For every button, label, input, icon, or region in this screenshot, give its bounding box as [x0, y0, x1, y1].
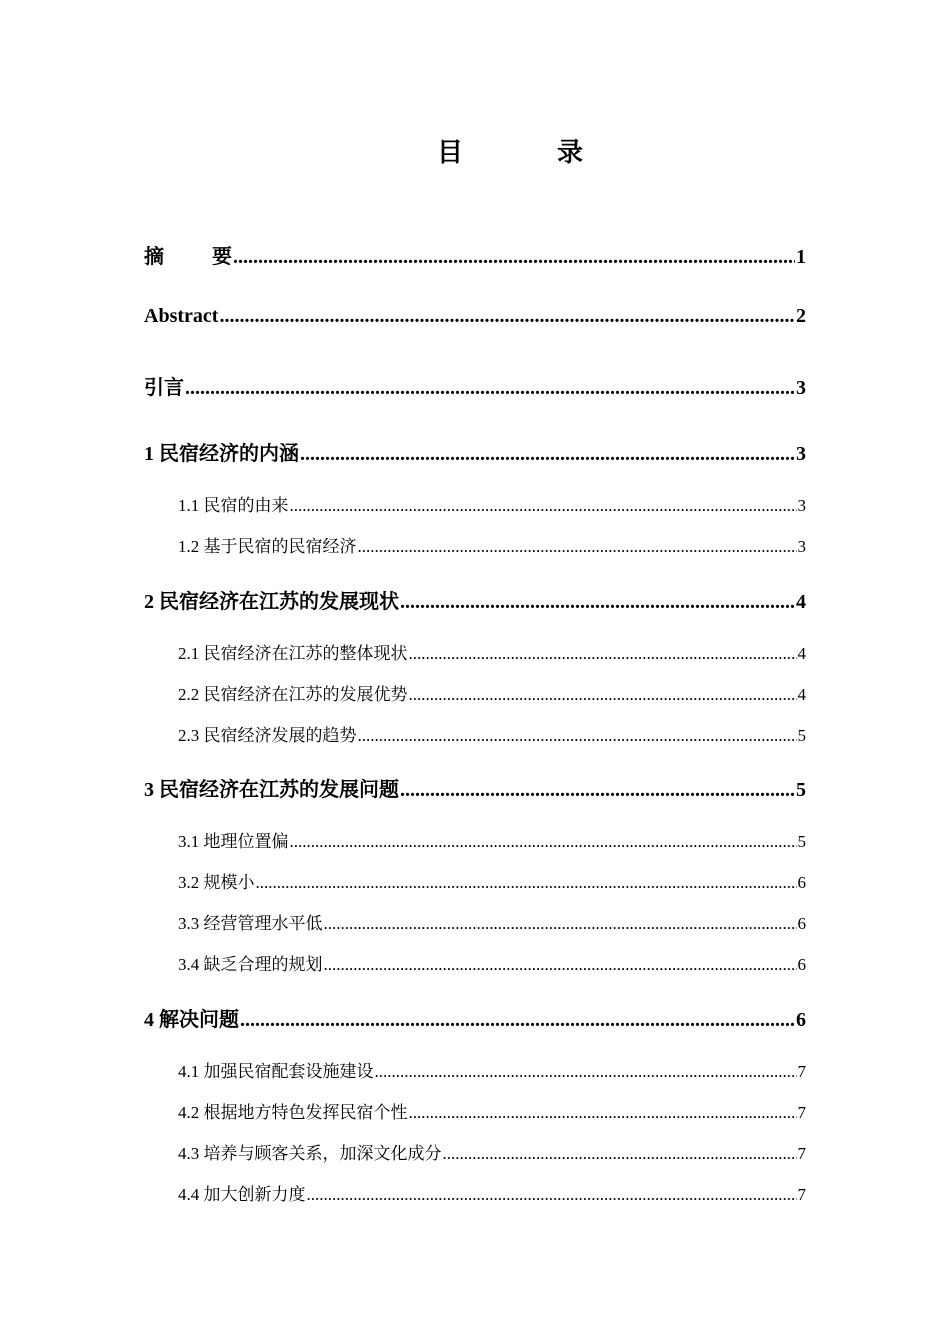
dot-leader: [233, 246, 795, 269]
toc-entry-abstract-en[interactable]: [144, 305, 806, 328]
dot-leader: [290, 832, 797, 852]
toc-entry-section-2-3[interactable]: [178, 721, 806, 746]
toc-entry-chapter-2[interactable]: [144, 585, 806, 614]
toc-page-number: 6: [796, 1009, 806, 1031]
toc-page-number: 2: [796, 305, 806, 327]
toc-page-number: 7: [797, 1103, 806, 1122]
dot-leader: [300, 443, 795, 466]
toc-entry-label: 2.1 民宿经济在江苏的整体现状: [178, 644, 408, 663]
dot-leader: [358, 537, 797, 557]
toc-entry-label: Abstract: [144, 305, 219, 327]
toc-page-number: 5: [797, 832, 806, 851]
toc-page-number: 6: [797, 955, 806, 974]
toc-entry-abstract-cn[interactable]: [144, 240, 806, 269]
toc-entry-label: 2.3 民宿经济发展的趋势: [178, 726, 357, 745]
toc-entry-section-4-3[interactable]: [178, 1139, 806, 1164]
toc-entry-label: 引言: [144, 377, 184, 399]
toc-entry-section-2-2[interactable]: [178, 680, 806, 705]
dot-leader: [443, 1144, 797, 1164]
toc-entry-section-2-1[interactable]: [178, 639, 806, 664]
toc-entry-label: 4 解决问题: [144, 1009, 239, 1031]
toc-entry-label: 3.1 地理位置偏: [178, 832, 289, 851]
toc-page-number: 7: [797, 1062, 806, 1081]
toc-entry-section-1-1[interactable]: [178, 491, 806, 516]
toc-page-number: 7: [797, 1185, 806, 1204]
toc-entry-label: 4.2 根据地方特色发挥民宿个性: [178, 1103, 408, 1122]
dot-leader: [400, 591, 795, 614]
toc-entry-section-4-2[interactable]: [178, 1098, 806, 1123]
toc-page-number: 4: [797, 644, 806, 663]
toc-page-number: 6: [797, 914, 806, 933]
dot-leader: [400, 779, 795, 802]
toc-entry-chapter-3[interactable]: [144, 773, 806, 802]
toc-entry-label: 3.3 经营管理水平低: [178, 914, 323, 933]
toc-entry-label: 1.2 基于民宿的民宿经济: [178, 537, 357, 556]
dot-leader: [409, 644, 797, 664]
dot-leader: [185, 377, 795, 400]
toc-entry-label: 摘要: [144, 246, 232, 268]
toc-entry-section-1-2[interactable]: [178, 532, 806, 557]
toc-page-number: 6: [797, 873, 806, 892]
toc-entry-section-3-2[interactable]: [178, 868, 806, 893]
dot-leader: [307, 1185, 797, 1205]
dot-leader: [375, 1062, 797, 1082]
dot-leader: [324, 955, 797, 975]
toc-entry-introduction[interactable]: [144, 371, 806, 400]
toc-entry-label: 2 民宿经济在江苏的发展现状: [144, 591, 399, 613]
toc-page-number: 5: [796, 779, 806, 801]
toc-entry-label: 4.3 培养与顾客关系，加深文化成分: [178, 1144, 442, 1163]
dot-leader: [409, 1103, 797, 1123]
toc-entry-label: 4.1 加强民宿配套设施建设: [178, 1062, 374, 1081]
toc-entry-label: 1 民宿经济的内涵: [144, 443, 299, 465]
toc-page-number: 7: [797, 1144, 806, 1163]
dot-leader: [358, 726, 797, 746]
toc-entry-section-4-1[interactable]: [178, 1057, 806, 1082]
toc-page-number: 3: [796, 377, 806, 399]
toc-entry-label: 4.4 加大创新力度: [178, 1185, 306, 1204]
toc-entry-section-4-4[interactable]: [178, 1180, 806, 1205]
toc-title: 目 录: [436, 138, 617, 167]
toc-page-number: 1: [796, 246, 806, 268]
toc-entry-section-3-4[interactable]: [178, 950, 806, 975]
toc-page-number: 4: [796, 591, 806, 613]
toc-entry-section-3-3[interactable]: [178, 909, 806, 934]
dot-leader: [256, 873, 797, 893]
dot-leader: [290, 496, 797, 516]
dot-leader: [240, 1009, 795, 1032]
dot-leader: [219, 305, 795, 328]
toc-page-number: 3: [797, 496, 806, 515]
toc-page-number: 4: [797, 685, 806, 704]
toc-page-number: 3: [797, 537, 806, 556]
dot-leader: [409, 685, 797, 705]
toc-entry-label: 2.2 民宿经济在江苏的发展优势: [178, 685, 408, 704]
toc-entry-section-3-1[interactable]: [178, 827, 806, 852]
toc-page-number: 5: [797, 726, 806, 745]
toc-entry-chapter-1[interactable]: [144, 437, 806, 466]
toc-entry-chapter-4[interactable]: [144, 1003, 806, 1032]
toc-page-number: 3: [796, 443, 806, 465]
toc-entry-label: 3.4 缺乏合理的规划: [178, 955, 323, 974]
dot-leader: [324, 914, 797, 934]
toc-entry-label: 1.1 民宿的由来: [178, 496, 289, 515]
toc-entry-label: 3.2 规模小: [178, 873, 255, 892]
toc-entry-label: 3 民宿经济在江苏的发展问题: [144, 779, 399, 801]
